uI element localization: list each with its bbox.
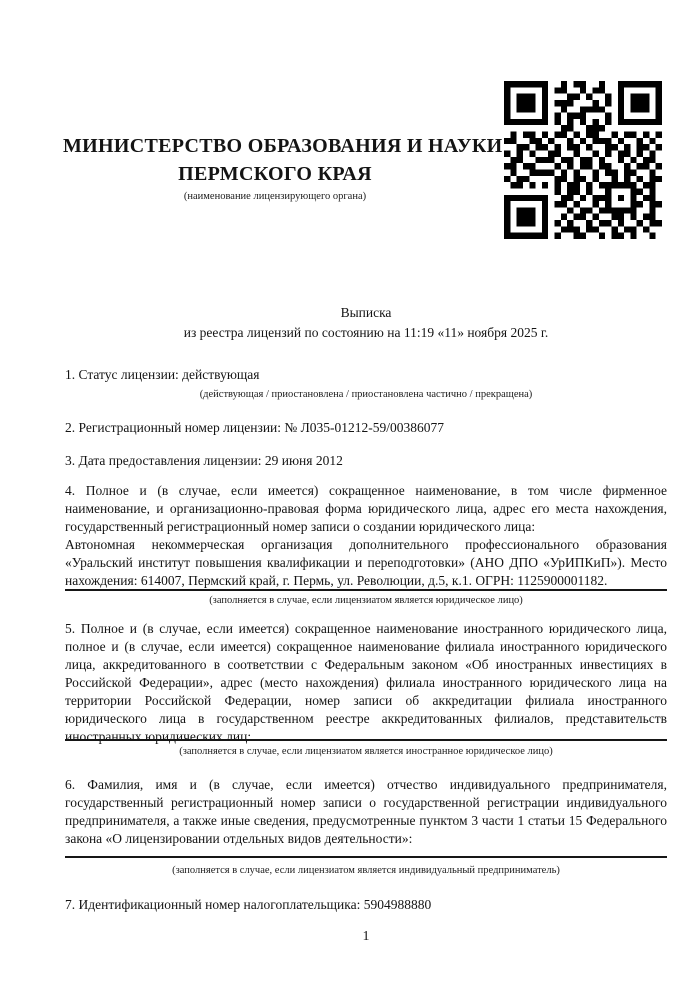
- document-title-line2: из реестра лицензий по состоянию на 11:19 «11» ноября 2025 г.: [183, 325, 549, 340]
- licensing-authority-header: [63, 132, 503, 203]
- item-1-label: 1. Статус лицензии: действующая: [65, 367, 260, 382]
- item-1-license-status: [65, 366, 667, 384]
- item-6-label: 6. Фамилия, имя и (в случае, если имеется) отчество индивидуального предпринимателя, государственный регистрационный номер записи о государственной регистрации индивидуального предпринимателя, а также иные сведения, предусмотренные пунктом 3 части 1 статьи 15 Федерального закона «О лицензировании отдельных видов деятельности»:: [65, 777, 667, 846]
- item-5-note: (заполняется в случае, если лицензиатом является иностранное юридическое лицо): [179, 746, 553, 757]
- item-7-label: 7. Идентификационный номер налогоплательщика: 5904988880: [65, 897, 432, 912]
- item-6-note: (заполняется в случае, если лицензиатом является индивидуальный предприниматель): [172, 865, 560, 876]
- item-3-label: 3. Дата предоставления лицензии: 29 июня 2012: [65, 453, 343, 468]
- ministry-name-line2: ПЕРМСКОГО КРАЯ: [178, 163, 372, 185]
- item-4-value: Автономная некоммерческая организация дополнительного профессионального образования «Уральский институт повышения квалификации и переподготовки» (АНО ДПО «УрИПКиП»). Место нахождения: 614007, Пермский край, г. Пермь, ул. Революции, д.5, к.1. ОГРН: 1125900001182.: [65, 537, 667, 588]
- item-7-taxpayer-number: [65, 896, 667, 914]
- qr-code-image: [504, 81, 662, 239]
- item-5-label: 5. Полное и (в случае, если имеется) сокращенное наименование иностранного юридического лица, полное и (в случае, если имеется) сокращенное наименование филиала иностранного юридического лица, аккредитованного в соответствии с Федеральным законом «Об иностранных инвестициях в Российской Федерации», адрес (место нахождения) филиала иностранного юридического лица на территории Российской Федерации, номер записи об аккредитации филиала иностранного юридического лица в государственном реестре аккредитованных филиалов, представительств иностранных юридических лиц:: [65, 621, 667, 744]
- item-5-foreign-entity: [65, 620, 667, 746]
- item-4-legal-entity: [65, 482, 667, 590]
- ministry-name-line1: МИНИСТЕРСТВО ОБРАЗОВАНИЯ И НАУКИ: [63, 135, 503, 157]
- item-6-fill-line: [65, 856, 667, 858]
- item-3-grant-date: [65, 452, 667, 470]
- item-4-fill-line: [65, 589, 667, 591]
- item-5-fill-line: [65, 739, 667, 741]
- qr-code: [504, 81, 662, 239]
- item-2-registration-number: [65, 419, 667, 437]
- item-4-label: 4. Полное и (в случае, если имеется) сокращенное наименование, в том числе фирменное наименование, и организационно-правовая форма юридического лица, адрес его места нахождения, государственный регистрационный номер записи о создании юридического лица:: [65, 483, 667, 534]
- document-title-line1: Выписка: [340, 305, 392, 320]
- page-number: 1: [362, 929, 370, 944]
- document-title: [65, 303, 667, 343]
- licensing-authority-caption: (наименование лицензирующего органа): [183, 191, 367, 202]
- item-2-label: 2. Регистрационный номер лицензии: № Л035-01212-59/00386077: [65, 420, 445, 435]
- item-6-individual-entrepreneur: [65, 776, 667, 848]
- item-1-note: (действующая / приостановлена / приостановлена частично / прекращена): [199, 389, 533, 400]
- item-4-note: (заполняется в случае, если лицензиатом является юридическое лицо): [209, 595, 523, 606]
